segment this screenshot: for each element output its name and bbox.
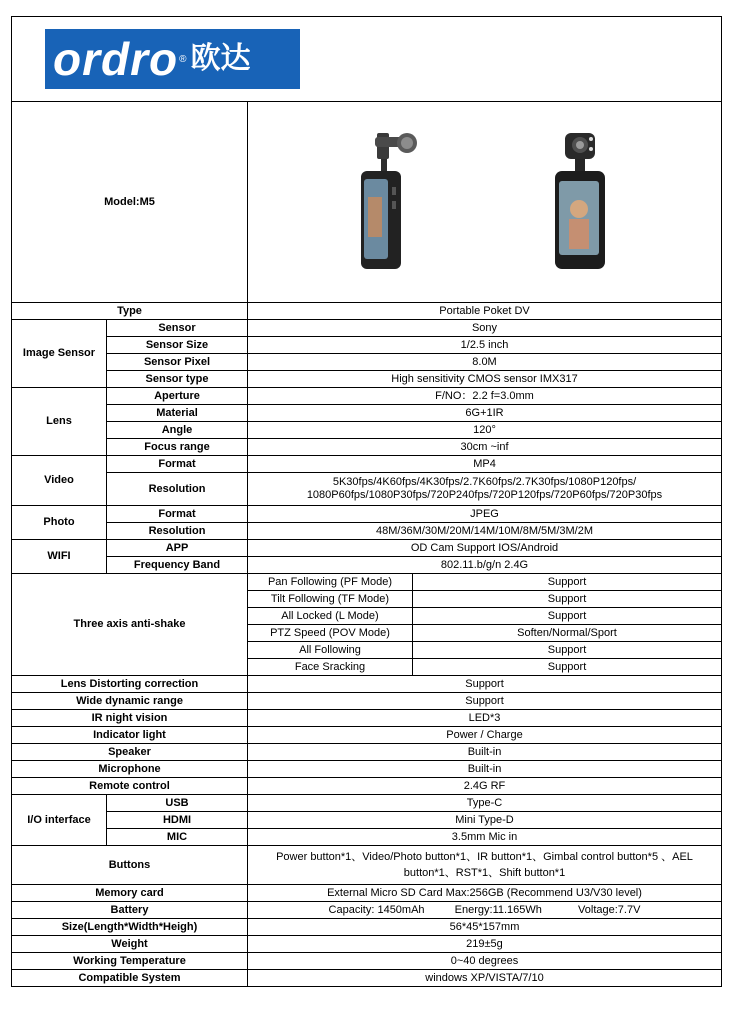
battery-capacity: Capacity: 1450mAh (328, 903, 425, 916)
usb-value: Type-C (248, 795, 722, 812)
logo-chinese: 欧达 (190, 41, 251, 76)
row-wdr (12, 693, 722, 710)
video-format-value: MP4 (248, 456, 722, 473)
row-video-resolution (12, 473, 722, 506)
row-sensor-size (12, 337, 722, 354)
memory-label: Memory card (12, 885, 248, 902)
sensor-size-value: 1/2.5 inch (248, 337, 722, 354)
logo-registered: ® (179, 53, 187, 65)
row-mic (12, 829, 722, 846)
row-sensor (12, 320, 722, 337)
buttons-line1: Power button*1、Video/Photo button*1、IR button*1、Gimbal control button*5 、AEL (276, 851, 693, 863)
frequency-value: 802.11.b/g/n 2.4G (248, 557, 722, 574)
image-sensor-group: Image Sensor (12, 320, 107, 388)
mic-value: 3.5mm Mic in (248, 829, 722, 846)
video-group: Video (12, 456, 107, 506)
row-aperture (12, 388, 722, 405)
photo-format-label: Format (107, 506, 248, 523)
wifi-group: WIFI (12, 540, 107, 574)
model-label: Model:M5 (12, 102, 248, 303)
sensor-value: Sony (248, 320, 722, 337)
distort-value: Support (248, 676, 722, 693)
indicator-value: Power / Charge (248, 727, 722, 744)
microphone-value: Built-in (248, 761, 722, 778)
row-remote (12, 778, 722, 795)
remote-label: Remote control (12, 778, 248, 795)
speaker-label: Speaker (12, 744, 248, 761)
sensor-type-value: High sensitivity CMOS sensor IMX317 (248, 371, 722, 388)
photo-format-value: JPEG (248, 506, 722, 523)
focus-label: Focus range (107, 439, 248, 456)
row-focus (12, 439, 722, 456)
buttons-label: Buttons (12, 846, 248, 885)
antishake-value: Support (413, 659, 722, 676)
row-usb (12, 795, 722, 812)
row-indicator (12, 727, 722, 744)
row-compatible (12, 970, 722, 987)
row-frequency (12, 557, 722, 574)
buttons-line2: button*1、RST*1、Shift button*1 (403, 867, 566, 879)
weight-value: 219±5g (248, 936, 722, 953)
type-label: Type (12, 303, 248, 320)
hdmi-label: HDMI (107, 812, 248, 829)
row-microphone (12, 761, 722, 778)
sensor-pixel-value: 8.0M (248, 354, 722, 371)
size-label: Size(Length*Width*Heigh) (12, 919, 248, 936)
antishake-label: Tilt Following (TF Mode) (248, 591, 413, 608)
temperature-label: Working Temperature (12, 953, 248, 970)
row-type (12, 303, 722, 320)
focus-value: 30cm ~inf (248, 439, 722, 456)
indicator-label: Indicator light (12, 727, 248, 744)
video-resolution-line2: 1080P60fps/1080P30fps/720P240fps/720P120fps/720P60fps/720P30fps (306, 489, 663, 501)
antishake-value: Soften/Normal/Sport (413, 625, 722, 642)
aperture-value: F/NO：2.2 f=3.0mm (248, 388, 722, 405)
row-size (12, 919, 722, 936)
ir-value: LED*3 (248, 710, 722, 727)
wdr-value: Support (248, 693, 722, 710)
antishake-label: All Locked (L Mode) (248, 608, 413, 625)
model-row (12, 102, 722, 303)
camera-photo-side (355, 127, 425, 277)
photo-group: Photo (12, 506, 107, 540)
battery-energy: Energy:11.165Wh (454, 903, 542, 916)
buttons-value (248, 846, 722, 885)
battery-label: Battery (12, 902, 248, 919)
row-hdmi (12, 812, 722, 829)
compatible-label: Compatible System (12, 970, 248, 987)
logo-brand: ordro (53, 33, 179, 85)
app-value: OD Cam Support IOS/Android (248, 540, 722, 557)
memory-value: External Micro SD Card Max:256GB (Recommend U3/V30 level) (248, 885, 722, 902)
ordro-logo (45, 29, 300, 89)
row-sensor-type (12, 371, 722, 388)
row-weight (12, 936, 722, 953)
sensor-type-label: Sensor type (107, 371, 248, 388)
row-video-format (12, 456, 722, 473)
row-ir (12, 710, 722, 727)
antishake-value: Support (413, 642, 722, 659)
angle-label: Angle (107, 422, 248, 439)
video-resolution-value (248, 473, 722, 506)
row-material (12, 405, 722, 422)
antishake-group: Three axis anti-shake (12, 574, 248, 676)
photo-resolution-value: 48M/36M/30M/20M/14M/10M/8M/5M/3M/2M (248, 523, 722, 540)
frequency-label: Frequency Band (107, 557, 248, 574)
video-resolution-label: Resolution (107, 473, 248, 506)
antishake-value: Support (413, 608, 722, 625)
size-value: 56*45*157mm (248, 919, 722, 936)
row-temperature (12, 953, 722, 970)
temperature-value: 0~40 degrees (248, 953, 722, 970)
row-buttons (12, 846, 722, 885)
video-resolution-line1: 5K30fps/4K60fps/4K30fps/2.7K60fps/2.7K30fps/1080P120fps/ (332, 476, 637, 488)
mic-label: MIC (107, 829, 248, 846)
ir-label: IR night vision (12, 710, 248, 727)
row-angle (12, 422, 722, 439)
product-photos (248, 102, 722, 303)
row-speaker (12, 744, 722, 761)
camera-photo-front (545, 127, 615, 277)
microphone-label: Microphone (12, 761, 248, 778)
battery-voltage: Voltage:7.7V (578, 903, 641, 916)
row-antishake-0 (12, 574, 722, 591)
sensor-label: Sensor (107, 320, 248, 337)
spec-sheet (11, 16, 721, 987)
row-sensor-pixel (12, 354, 722, 371)
aperture-label: Aperture (107, 388, 248, 405)
video-format-label: Format (107, 456, 248, 473)
sensor-size-label: Sensor Size (107, 337, 248, 354)
hdmi-value: Mini Type-D (248, 812, 722, 829)
lens-group: Lens (12, 388, 107, 456)
app-label: APP (107, 540, 248, 557)
antishake-value: Support (413, 574, 722, 591)
compatible-value: windows XP/VISTA/7/10 (248, 970, 722, 987)
row-distort (12, 676, 722, 693)
type-value: Portable Poket DV (248, 303, 722, 320)
photo-resolution-label: Resolution (107, 523, 248, 540)
row-photo-format (12, 506, 722, 523)
material-value: 6G+1IR (248, 405, 722, 422)
material-label: Material (107, 405, 248, 422)
logo-row (12, 17, 722, 102)
usb-label: USB (107, 795, 248, 812)
antishake-label: All Following (248, 642, 413, 659)
spec-table (11, 16, 722, 987)
sensor-pixel-label: Sensor Pixel (107, 354, 248, 371)
wdr-label: Wide dynamic range (12, 693, 248, 710)
antishake-label: Pan Following (PF Mode) (248, 574, 413, 591)
remote-value: 2.4G RF (248, 778, 722, 795)
distort-label: Lens Distorting correction (12, 676, 248, 693)
row-photo-resolution (12, 523, 722, 540)
row-app (12, 540, 722, 557)
io-group: I/O interface (12, 795, 107, 846)
battery-value (248, 902, 722, 919)
weight-label: Weight (12, 936, 248, 953)
speaker-value: Built-in (248, 744, 722, 761)
antishake-value: Support (413, 591, 722, 608)
angle-value: 120° (248, 422, 722, 439)
row-battery (12, 902, 722, 919)
antishake-label: Face Sracking (248, 659, 413, 676)
row-memory (12, 885, 722, 902)
antishake-label: PTZ Speed (POV Mode) (248, 625, 413, 642)
